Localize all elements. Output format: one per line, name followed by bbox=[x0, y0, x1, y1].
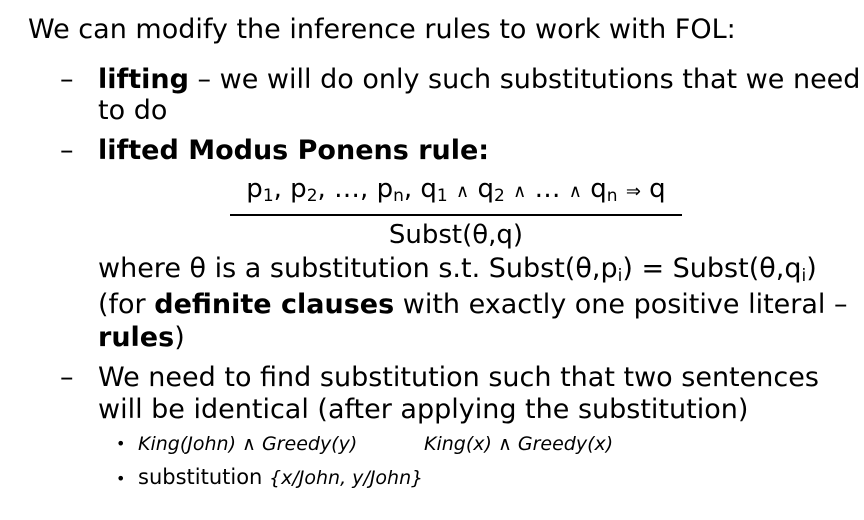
substitution-line: substitution {x/John, y/John} bbox=[138, 465, 424, 489]
lmp-title: lifted Modus Ponens rule: bbox=[98, 135, 490, 166]
and-symbol: ∧ bbox=[568, 181, 582, 202]
and-symbol: ∧ bbox=[456, 181, 470, 202]
slide-intro: We can modify the inference rules to work with FOL: bbox=[28, 14, 736, 45]
fraction-bar bbox=[230, 214, 682, 216]
and-symbol: ∧ bbox=[513, 181, 527, 202]
dash-bullet: – bbox=[60, 64, 74, 95]
dash-bullet: – bbox=[60, 362, 74, 393]
bullet-icon: • bbox=[116, 469, 126, 488]
implies-symbol: ⇒ bbox=[625, 181, 641, 202]
inference-rule bbox=[230, 174, 682, 250]
example-right: King(x) ∧ Greedy(x) bbox=[424, 433, 614, 455]
bullet-icon: • bbox=[116, 434, 126, 453]
dash-bullet: – bbox=[60, 135, 74, 166]
rules-line: rules) bbox=[98, 322, 185, 353]
definite-clauses-line: (for definite clauses with exactly one positive literal – bbox=[98, 289, 848, 320]
where-line: where θ is a substitution s.t. $Subst(\theta,p_i)$ = $Subst(\theta,q_i)$ bbox=[98, 253, 817, 286]
lifting-item bbox=[98, 64, 860, 96]
unify-line-1: We need to find substitution such that two sentences bbox=[98, 362, 819, 393]
unify-line-2: will be identical (after applying the substitution) bbox=[98, 394, 749, 425]
example-left: King(John) ∧ Greedy(y) bbox=[138, 433, 358, 455]
lifting-term: lifting bbox=[98, 64, 189, 95]
lifting-text: – we will do only such substitutions that we need bbox=[188, 64, 861, 95]
rule-conclusion: Subst(θ,q) bbox=[388, 220, 524, 250]
rule-premises: $p_1$, $p_2$, …, $p_n$, $q_1$ ∧ $q_2$ ∧ … ∧ $q_n$ ⇒ q bbox=[246, 174, 666, 206]
lifting-continuation: to do bbox=[98, 95, 168, 126]
